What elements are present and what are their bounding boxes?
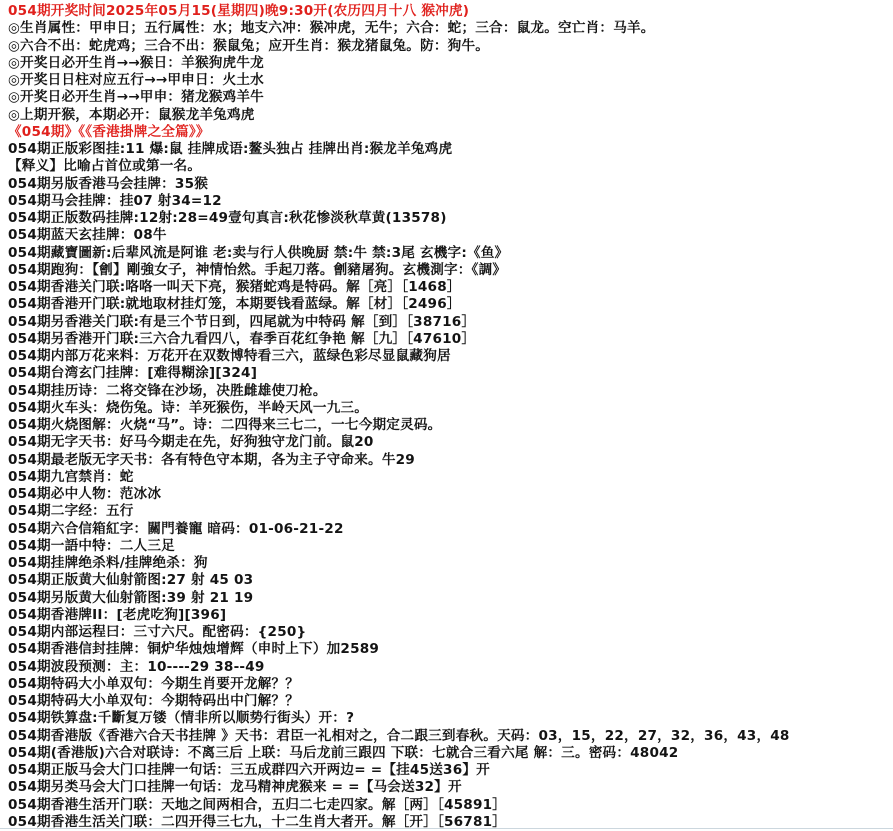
text-line: 054期(香港版)六合对联诗：不离三后 上联：马后龙前三跟四 下联：七就合三看六尾 解：三。密码：48042 <box>8 744 679 761</box>
text-line: 054期一語中特：二人三足 <box>8 537 175 554</box>
text-line: 054期二字经：五行 <box>8 503 134 520</box>
text-line: 054期铁算盘:千斷复万镂（情非所以顺势行街头）开：? <box>8 710 355 727</box>
text-line: 054期蓝天玄挂牌：08牛 <box>8 227 167 244</box>
bottom-divider <box>0 828 893 829</box>
text-line: ◎六合不出：蛇虎鸡；三合不出：猴鼠兔；应开生肖：猴龙猪鼠兔。防：狗牛。 <box>8 37 490 54</box>
text-line: 054期香港生活开门联：天地之间两相合，五归二七走四家。解［两］［45891］ <box>8 796 507 813</box>
text-line: 054期马会挂牌：挂07 射34=12 <box>8 192 222 209</box>
text-line: 054期另版香港马会挂牌：35猴 <box>8 175 209 192</box>
text-line: 054期六合信箱紅字：關門養寵 暗码：01-06-21-22 <box>8 520 344 537</box>
text-line: ◎开奖日日柱对应五行→→甲申日：火土水 <box>8 72 264 88</box>
text-line: 054期台湾玄门挂牌：[难得糊涂][324] <box>8 365 258 382</box>
text-line: 054期内部运程曰：三寸六尺。配密码：{250} <box>8 624 307 640</box>
text-line: 054期开奖时间2025年05月15(星期四)晚9:30开(农历四月十八 猴冲虎) <box>8 3 470 19</box>
text-line: 054期正版彩图挂:11 爆:鼠 挂牌成语:鳌头独占 挂牌出肖:猴龙羊兔鸡虎 <box>8 141 453 157</box>
text-line: 054期内部万花来料：万花开在双数博特看三六，蓝绿色彩尽显鼠藏狗居 <box>8 348 451 364</box>
text-line: ◎开奖日必开生肖→→甲申：猪龙猴鸡羊牛 <box>8 89 264 106</box>
content-lines <box>8 3 889 831</box>
text-line: 054期另版黄大仙射箭图:39 射 21 19 <box>8 589 254 606</box>
text-line: ◎生肖属性：甲申日；五行属性：水；地支六冲：猴冲虎，无牛；六合：蛇；三合：鼠龙。空亡肖：马羊。 <box>8 20 655 37</box>
text-line: 054期火烧图解：火烧“马”。诗：二四得来三七二，一七今期定灵码。 <box>8 417 442 433</box>
text-line: 054期另香港关门联:有是三个节日到，四尾就为中特码 解［到］［38716］ <box>8 313 476 330</box>
text-line: ◎开奖日必开生肖→→猴日：羊猴狗虎牛龙 <box>8 54 264 71</box>
text-line: 《054期》《《香港掛牌之全篇》》 <box>8 123 210 140</box>
text-line: 054期挂牌绝杀料/挂牌绝杀：狗 <box>8 555 208 571</box>
text-line: 054期无字天书：好马今期走在先，好狗独守龙门前。鼠20 <box>8 434 374 451</box>
text-line: 054期藏寶圖新:后辈风流是阿谁 老:卖与行人供晚厨 禁:牛 禁:3尾 玄機字:《鱼》 <box>8 244 509 261</box>
text-line: 054期香港关门联:咯咯一叫天下亮，猴猪蛇鸡是特码。解［亮］［1468］ <box>8 279 461 295</box>
text-line: 054期香港牌II：[老虎吃狗][396] <box>8 606 227 623</box>
text-line: 054期正版黄大仙射箭图:27 射 45 03 <box>8 572 254 589</box>
text-line: 054期香港版《香港六合天书挂牌 》天书：君臣一礼相对之，合二跟三到春秋。天码：03，15，22，27，32，36，43，48 <box>8 727 790 744</box>
text-line: 054期最老版无字天书：各有特色守本期，各为主子守命来。牛29 <box>8 451 415 468</box>
text-line: 054期波段预测：主：10----29 38--49 <box>8 658 265 675</box>
text-line: 054期挂历诗：二将交锋在沙场，决胜雌雄使刀枪。 <box>8 382 327 399</box>
text-line: 054期特码大小单双句：今期生肖要开龙解？？ <box>8 675 300 692</box>
text-line: 054期九宫禁肖：蛇 <box>8 468 134 485</box>
text-line: 054期另香港开门联:三六合九看四八，春季百花红争艳 解［九］［47610］ <box>8 330 476 347</box>
text-line: 【释义】比喻占首位或第一名。 <box>8 158 202 175</box>
text-line: 054期火车头：烧伤兔。诗：羊死猴伤，半岭天风一九三。 <box>8 399 369 416</box>
text-line: 054期香港生活关门联：二四开得三七九，十二生肖大者开。解［开］［56781］ <box>8 813 507 830</box>
text-line: 054期特码大小单双句：今期特码出中门解？？ <box>8 693 300 709</box>
text-line: 054期另类马会大门口挂牌一句话：龙马精神虎猴来 = =【马会送32】开 <box>8 779 462 796</box>
text-line: 054期跑狗：【劊】剛強女子，神情怡然。手起刀落。劊豬屠狗。玄機測字：《調》 <box>8 261 507 278</box>
text-line: 054期必中人物：范冰冰 <box>8 486 162 502</box>
text-line: 054期正版数码挂牌:12射:28=49壹句真言:秋花惨淡秋草黄(13578) <box>8 210 447 226</box>
text-line: 054期香港信封挂牌：铜炉华烛烛增辉（申时上下）加2589 <box>8 641 380 658</box>
text-line: 054期香港开门联:就地取材挂灯笼，本期要钱看蓝绿。解［材］［2496］ <box>8 296 461 313</box>
text-line: ◎上期开猴，本期必开：鼠猴龙羊兔鸡虎 <box>8 106 255 123</box>
text-line: 054期正版马会大门口挂牌一句话：三五成群四六开两边= =【挂45送36】开 <box>8 762 490 778</box>
